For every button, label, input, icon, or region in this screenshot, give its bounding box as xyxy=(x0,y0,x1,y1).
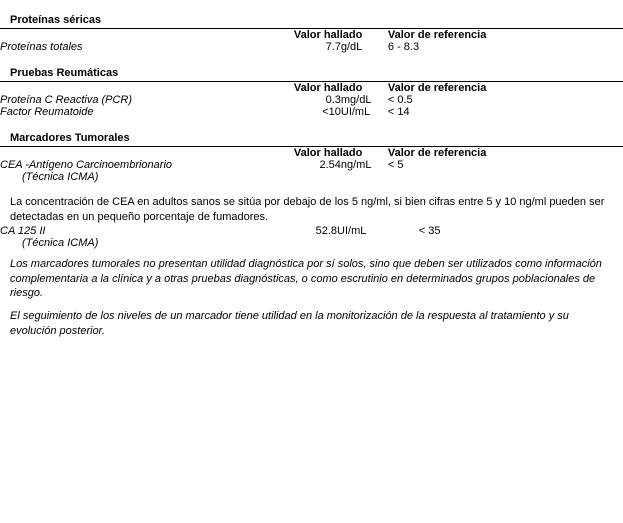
results-table xyxy=(0,82,623,118)
analyte-unit: g/dL xyxy=(340,41,363,53)
lab-report-page xyxy=(0,14,623,523)
header-value: Valor hallado xyxy=(293,82,363,94)
analyte-reference: < 0.5 xyxy=(387,94,413,106)
header-analyte xyxy=(0,29,294,41)
analyte-unit: mg/dL xyxy=(340,94,372,106)
analyte-unit: UI/mL xyxy=(340,106,371,118)
analyte-name: CA 125 II xyxy=(0,224,46,237)
analyte-name: Proteína C Reactiva (PCR) xyxy=(0,94,133,106)
analyte-value: <10 xyxy=(322,106,341,118)
header-reference: Valor de referencia xyxy=(387,29,487,41)
analyte-name: Proteínas totales xyxy=(0,41,83,53)
analyte-reference: < 14 xyxy=(387,106,410,118)
analyte-value: 0.3 xyxy=(325,94,341,106)
table-row xyxy=(0,106,623,118)
results-table xyxy=(0,147,623,171)
table-header-row xyxy=(0,82,623,94)
table-header-row xyxy=(0,29,623,41)
section-title: Pruebas Reumáticas xyxy=(10,67,119,79)
table-row xyxy=(0,41,623,53)
note-followup: El seguimiento de los niveles de un marcador tiene utilidad en la monitorización de la respuesta al tratamiento y su evolución posterior. xyxy=(10,310,569,338)
results-table-ca125 xyxy=(0,225,623,237)
header-analyte xyxy=(0,82,294,94)
analyte-value: 7.7 xyxy=(325,41,341,53)
analyte-technique-note: (Técnica ICMA) xyxy=(22,236,99,249)
note-tumor-markers: Los marcadores tumorales no presentan utilidad diagnóstica por sí solos, sino que deben ser utilizados como información complementaria a la clínica y a otras pruebas diagnósticas, o como escrutinio en determinados grupos poblacionales de riesgo. xyxy=(10,257,602,300)
analyte-value: 2.54 xyxy=(319,159,341,171)
section-pruebas-reumaticas xyxy=(0,67,623,118)
header-reference: Valor de referencia xyxy=(387,147,487,159)
header-reference: Valor de referencia xyxy=(387,82,487,94)
section-proteinas-sericas xyxy=(0,14,623,53)
table-row xyxy=(0,159,623,171)
analyte-value: 52.8 xyxy=(315,224,338,237)
table-row xyxy=(0,225,623,237)
table-row xyxy=(0,94,623,106)
analyte-technique-note: (Técnica ICMA) xyxy=(22,171,99,183)
header-value: Valor hallado xyxy=(293,29,363,41)
analyte-unit: ng/mL xyxy=(340,159,372,171)
table-header-row xyxy=(0,147,623,159)
header-analyte xyxy=(0,147,294,159)
section-marcadores-tumorales xyxy=(0,132,623,183)
analyte-name: CEA -Antígeno Carcinoembrionario xyxy=(0,159,173,171)
section-title: Proteínas séricas xyxy=(10,14,102,26)
analyte-name: Factor Reumatoide xyxy=(0,106,94,118)
note-cea: La concentración de CEA en adultos sanos se sitúa por debajo de los 5 ng/ml, si bien cifras entre 5 y 10 ng/ml pueden ser detectadas en un pequeño porcentaje de fumadores. xyxy=(10,196,605,223)
analyte-reference: < 35 xyxy=(418,224,441,237)
section-title: Marcadores Tumorales xyxy=(10,132,130,144)
header-value: Valor hallado xyxy=(293,147,363,159)
analyte-unit: UI/mL xyxy=(337,224,367,237)
analyte-reference: < 5 xyxy=(387,159,404,171)
analyte-reference: 6 - 8.3 xyxy=(387,41,420,53)
results-table xyxy=(0,29,623,53)
